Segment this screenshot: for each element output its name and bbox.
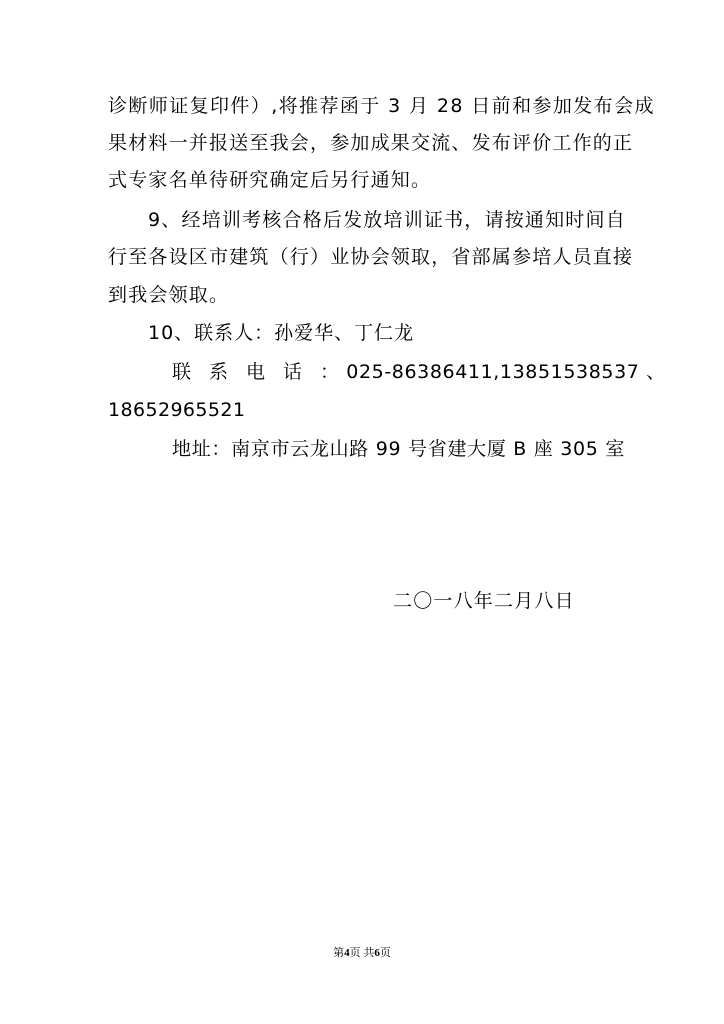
phone-values: ： 025-86386411,13851538537 、	[320, 361, 666, 383]
footer-prefix: 第	[333, 947, 345, 959]
page-footer	[0, 946, 724, 960]
contact-person-line: 10、联系人：孙爱华、丁仁龙	[148, 322, 415, 344]
paragraph-line: 行至各设区市建筑（行）业协会领取，省部属参培人员直接	[108, 246, 634, 268]
item-9-line: 9、经培训考核合格后发放培训证书，请按通知时间自	[148, 209, 626, 231]
document-date: 二〇一八年二月八日	[393, 590, 575, 612]
contact-phone-line	[172, 360, 682, 386]
total-page-number: 6	[374, 947, 380, 959]
footer-middle: 页 共	[349, 947, 375, 959]
phone-label: 联系电话	[172, 361, 321, 383]
current-page-number: 4	[344, 947, 350, 959]
paragraph-line: 果材料一并报送至我会，参加成果交流、发布评价工作的正	[108, 132, 634, 154]
paragraph-line: 诊断师证复印件）,将推荐函于 3 月 28 日前和参加发布会成	[108, 95, 655, 117]
contact-address-line: 地址：南京市云龙山路 99 号省建大厦 B 座 305 室	[172, 438, 626, 460]
contact-phone-continued: 18652965521	[108, 399, 246, 421]
footer-suffix: 页	[379, 947, 391, 959]
paragraph-line: 式专家名单待研究确定后另行通知。	[108, 169, 432, 191]
paragraph-line: 到我会领取。	[108, 284, 230, 306]
